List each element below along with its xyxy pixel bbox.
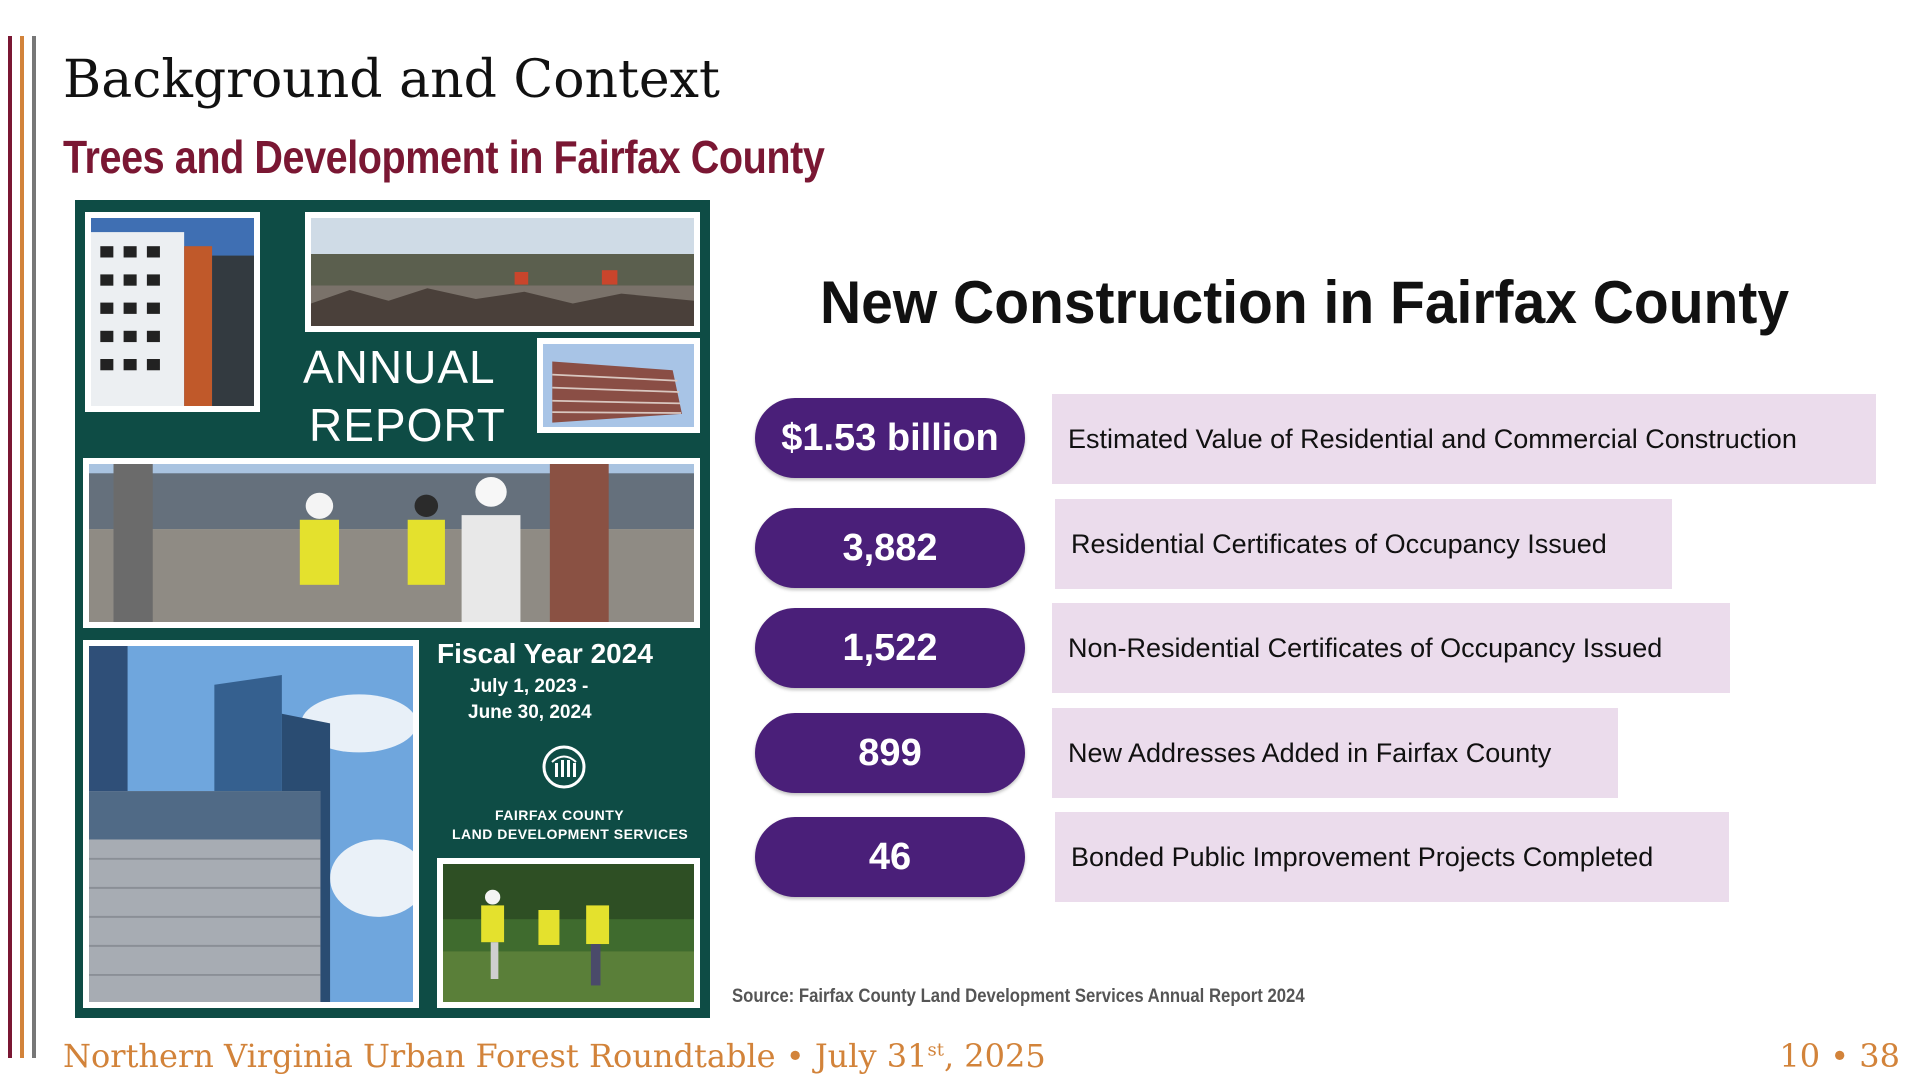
cover-fiscal-year: Fiscal Year 2024 xyxy=(437,638,653,669)
stat-label-nonresidential-occupancy: Non-Residential Certificates of Occupancy Issued xyxy=(1052,603,1730,693)
cover-report-text: REPORT xyxy=(309,399,506,451)
page-number: 10 • 38 xyxy=(1779,1037,1900,1075)
stats-heading: New Construction in Fairfax County xyxy=(820,269,1790,336)
accent-bar-gray xyxy=(32,36,36,1058)
stat-label-bonded-projects: Bonded Public Improvement Projects Completed xyxy=(1055,812,1729,902)
inspectors-rooftop-photo xyxy=(83,458,700,628)
cover-date-end: June 30, 2024 xyxy=(468,702,592,723)
stat-value-residential-occupancy: 3,882 xyxy=(755,508,1025,588)
footer-year: , 2025 xyxy=(943,1037,1046,1075)
demolition-site-photo xyxy=(305,212,700,332)
office-building-photo xyxy=(537,338,700,433)
footer-date-suffix: st xyxy=(927,1039,944,1061)
cover-date-start: July 1, 2023 - xyxy=(470,676,589,697)
cover-org-line2: LAND DEVELOPMENT SERVICES xyxy=(452,826,689,842)
county-seal-icon xyxy=(542,745,586,789)
stat-label-new-addresses: New Addresses Added in Fairfax County xyxy=(1052,708,1618,798)
footer-event-text: Northern Virginia Urban Forest Roundtable • July 31 xyxy=(63,1037,928,1075)
source-note: Source: Fairfax County Land Development Services Annual Report 2024 xyxy=(732,986,1305,1007)
accent-bar-maroon xyxy=(8,36,12,1058)
stat-value-nonresidential-occupancy: 1,522 xyxy=(755,608,1025,688)
stat-label-residential-occupancy: Residential Certificates of Occupancy Issued xyxy=(1055,499,1672,589)
stat-value-bonded-projects: 46 xyxy=(755,817,1025,897)
apartment-building-photo xyxy=(85,212,260,412)
cover-org-line1: FAIRFAX COUNTY xyxy=(495,807,625,823)
stat-value-new-addresses: 899 xyxy=(755,713,1025,793)
slide-title: Background and Context xyxy=(63,50,720,110)
accent-bar-orange xyxy=(20,36,24,1058)
field-inspection-photo xyxy=(437,858,700,1008)
slide-subtitle: Trees and Development in Fairfax County xyxy=(63,131,825,183)
glass-tower-photo xyxy=(83,640,419,1008)
cover-annual-text: ANNUAL xyxy=(303,341,496,393)
stat-label-construction-value: Estimated Value of Residential and Commercial Construction xyxy=(1052,394,1876,484)
stat-value-construction-value: $1.53 billion xyxy=(755,398,1025,478)
footer-event xyxy=(63,1037,1046,1075)
annual-report-cover xyxy=(75,200,710,1018)
